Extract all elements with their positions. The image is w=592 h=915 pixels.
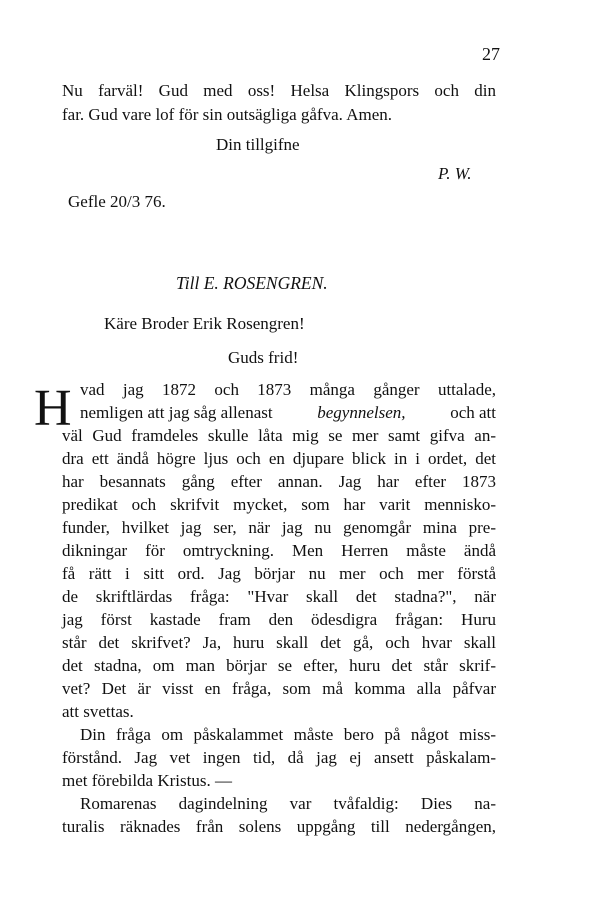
paragraph3-line: Romarenas dagindelning var tvåfaldig: Dies na- (80, 794, 496, 813)
letter1-line-2: far. Gud vare lof för sin outsägliga gåfva. Amen. (62, 105, 392, 124)
letter1-signature: P. W. (438, 164, 472, 183)
paragraph1-line: det stadna, om man börjar se efter, huru det står skrif- (62, 656, 496, 675)
page-number: 27 (482, 44, 500, 64)
paragraph2-line: förstånd. Jag vet ingen tid, då jag ej ansett påskalam- (62, 748, 496, 767)
letter2-greeting: Guds frid! (228, 348, 299, 367)
letter1-line-1: Nu farväl! Gud med oss! Helsa Klingspors och din (62, 81, 496, 100)
line2-text-a: nemligen att jag såg allenast (80, 403, 273, 422)
paragraph1-line: jag först kastade fram den ödesdigra frågan: Huru (62, 610, 496, 629)
paragraph1-line: de skriftlärdas fråga: "Hvar skall det stadna?", när (62, 587, 496, 606)
letter2-heading: Till E. ROSENGREN. (176, 273, 328, 293)
paragraph1-line: få rätt i sitt ord. Jag börjar nu mer och mer förstå (62, 564, 496, 583)
paragraph3-line: turalis räknades från solens uppgång till nedergången, (62, 817, 496, 836)
paragraph1-line-1: vad jag 1872 och 1873 många gånger uttalade, (80, 380, 496, 399)
paragraph1-line: står det skrifvet? Ja, huru skall det gå, och hvar skall (62, 633, 496, 652)
paragraph1-line: dra ett ändå högre ljus och en djupare blick in i ordet, det (62, 449, 496, 468)
paragraph1-last-line: att svettas. (62, 702, 134, 721)
paragraph1-line: dikningar för omtryckning. Men Herren måste ändå (62, 541, 496, 560)
line2-text-b: och att (450, 403, 496, 422)
letter1-place-date: Gefle 20/3 76. (68, 192, 166, 211)
paragraph1-line: predikat och skrifvit mycket, som har varit mennisko- (62, 495, 496, 514)
paragraph1-line: vet? Det är visst en fråga, som må komma alla påfvar (62, 679, 496, 698)
paragraph2-line: Din fråga om påskalammet måste bero på något miss- (80, 725, 496, 744)
paragraph1-line: väl Gud framdeles skulle låta mig se mer samt gifva an- (62, 426, 496, 445)
paragraph1-line-2 (80, 402, 496, 424)
paragraph1-line: funder, hvilket jag ser, när jag nu genomgår mina pre- (62, 518, 496, 537)
drop-cap: H (34, 380, 72, 437)
letter1-closing: Din tillgifne (216, 135, 300, 154)
paragraph2-last-line: met förebilda Kristus. — (62, 771, 232, 790)
letter2-salutation: Käre Broder Erik Rosengren! (104, 314, 305, 333)
line2-emphasis: begynnelsen, (317, 403, 406, 422)
paragraph1-line: har besannats gång efter annan. Jag har efter 1873 (62, 472, 496, 491)
